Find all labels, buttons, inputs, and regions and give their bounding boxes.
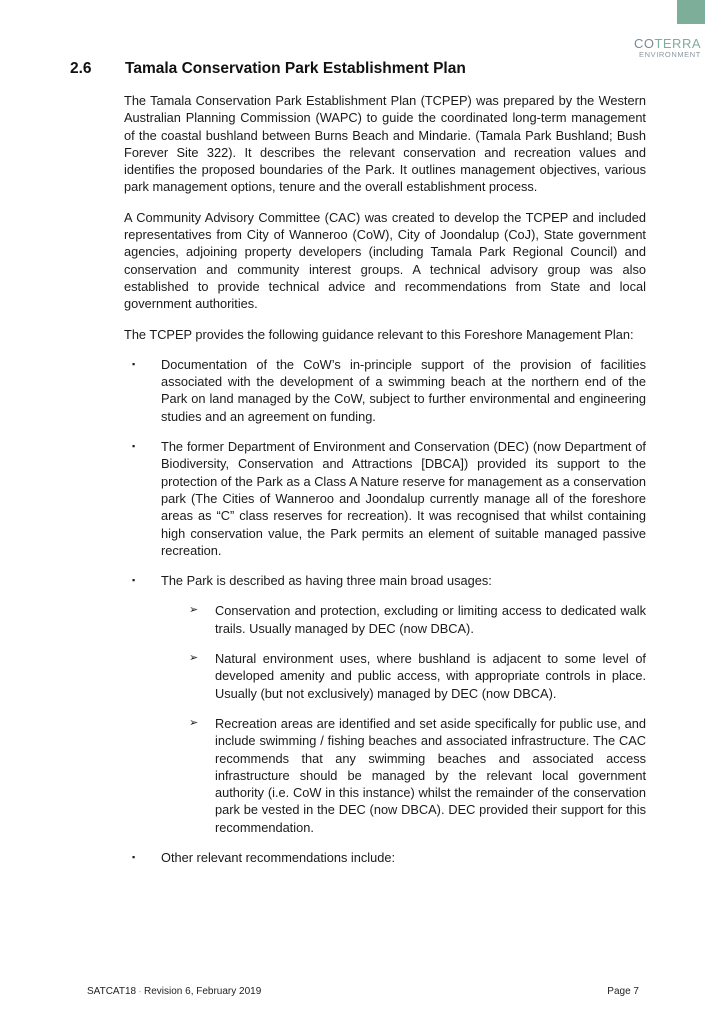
bullet-text: The former Department of Environment and Conservation (DEC) (now Department of Biodiversity, Conservation and Attractions [DBCA]) provided its support to the protection of the Park as a Class A Nature reserve for management as a conservation park (The Cities of Wanneroo and Joondalup currently manage all of the foreshore areas as “C” class reserves for recreation). It was recognised that whilst containing high conservation value, the Park permits an element of suitable managed passive recreation. bbox=[161, 439, 646, 558]
section-heading bbox=[70, 60, 660, 78]
square-bullet-icon: ▪ bbox=[132, 358, 136, 369]
sub-bullet-text: Natural environment uses, where bushland is adjacent to some level of developed amenity and public access, with appropriate controls in place. Usually (but not exclusively) managed by DEC (now DBCA). bbox=[215, 651, 646, 701]
logo-part1: CO bbox=[633, 36, 655, 51]
sub-list-item bbox=[161, 650, 646, 702]
list-item bbox=[124, 572, 646, 836]
section-title: Tamala Conservation Park Establishment Plan bbox=[125, 60, 466, 77]
square-bullet-icon: ▪ bbox=[132, 575, 136, 586]
footer-doc-ref: SATCAT18 bbox=[87, 986, 137, 997]
footer-separator: - bbox=[138, 989, 142, 996]
square-bullet-icon: ▪ bbox=[132, 441, 136, 452]
square-bullet-icon: ▪ bbox=[132, 851, 136, 862]
list-item bbox=[124, 356, 646, 425]
sub-bullet-text: Recreation areas are identified and set aside specifically for public use, and include swimming / fishing beaches and associated infrastructure. The CAC recommends that any swimming beaches and associated access infrastructure should be managed by the relevant local government authority (i.e. CoW in this instance) whilst the remainder of the conservation park be vested in the DEC (now DBCA). DEC provided their support for this recommendation. bbox=[215, 715, 646, 835]
coterra-logo bbox=[634, 37, 701, 59]
paragraph-guidance: The TCPEP provides the following guidance relevant to this Foreshore Management Plan: bbox=[124, 326, 634, 342]
arrow-bullet-icon: ➢ bbox=[189, 716, 199, 729]
sub-bullet-list bbox=[161, 602, 646, 836]
arrow-bullet-icon: ➢ bbox=[189, 652, 199, 665]
footer-revision: Revision 6, February 2019 bbox=[144, 986, 262, 997]
list-item bbox=[124, 849, 646, 866]
logo-wordmark bbox=[634, 37, 701, 50]
logo-part2: TERRA bbox=[654, 36, 701, 51]
logo-subtitle: ENVIRONMENT bbox=[638, 50, 701, 59]
corner-tab bbox=[677, 0, 705, 24]
sub-bullet-text: Conservation and protection, excluding or limiting access to dedicated walk trails. Usually managed by DEC (now DBCA). bbox=[215, 603, 646, 636]
arrow-bullet-icon: ➢ bbox=[189, 604, 199, 617]
bullet-text: Other relevant recommendations include: bbox=[161, 849, 396, 865]
page-footer bbox=[87, 986, 639, 997]
section-number: 2.6 bbox=[70, 60, 92, 77]
list-item bbox=[124, 438, 646, 559]
document-body bbox=[124, 92, 646, 879]
footer-page-number: Page 7 bbox=[607, 986, 639, 997]
bullet-list bbox=[124, 356, 646, 866]
bullet-text: The Park is described as having three main broad usages: bbox=[161, 573, 492, 589]
paragraph-cac: A Community Advisory Committee (CAC) was created to develop the TCPEP and included representatives from City of Wanneroo (CoW), City of Joondalup (CoJ), State government agencies, adjoining property developers (including Tamala Park Regional Council) and conservation and community interest groups. A technical advisory group was also established to provide technical advice and recommendations from State and local government authorities. bbox=[124, 209, 646, 312]
sub-list-item bbox=[161, 715, 646, 836]
paragraph-tcpep-intro: The Tamala Conservation Park Establishment Plan (TCPEP) was prepared by the Western Australian Planning Commission (WAPC) to guide the coordinated long-term management of the coastal bushland between Burns Beach and Mindarie. (Tamala Park Bushland; Bush Forever Site 322). It describes the relevant conservation and recreation values and identifies the proposed boundaries of the Park. It outlines management objectives, various park management options, tenure and the overall establishment process. bbox=[124, 93, 646, 195]
bullet-text: Documentation of the CoW’s in-principle support of the provision of facilities associated with the development of a swimming beach at the northern end of the Park on land managed by the CoW, subject to further environmental and engineering studies and an agreement on funding. bbox=[161, 356, 646, 424]
sub-list-item bbox=[161, 602, 646, 637]
